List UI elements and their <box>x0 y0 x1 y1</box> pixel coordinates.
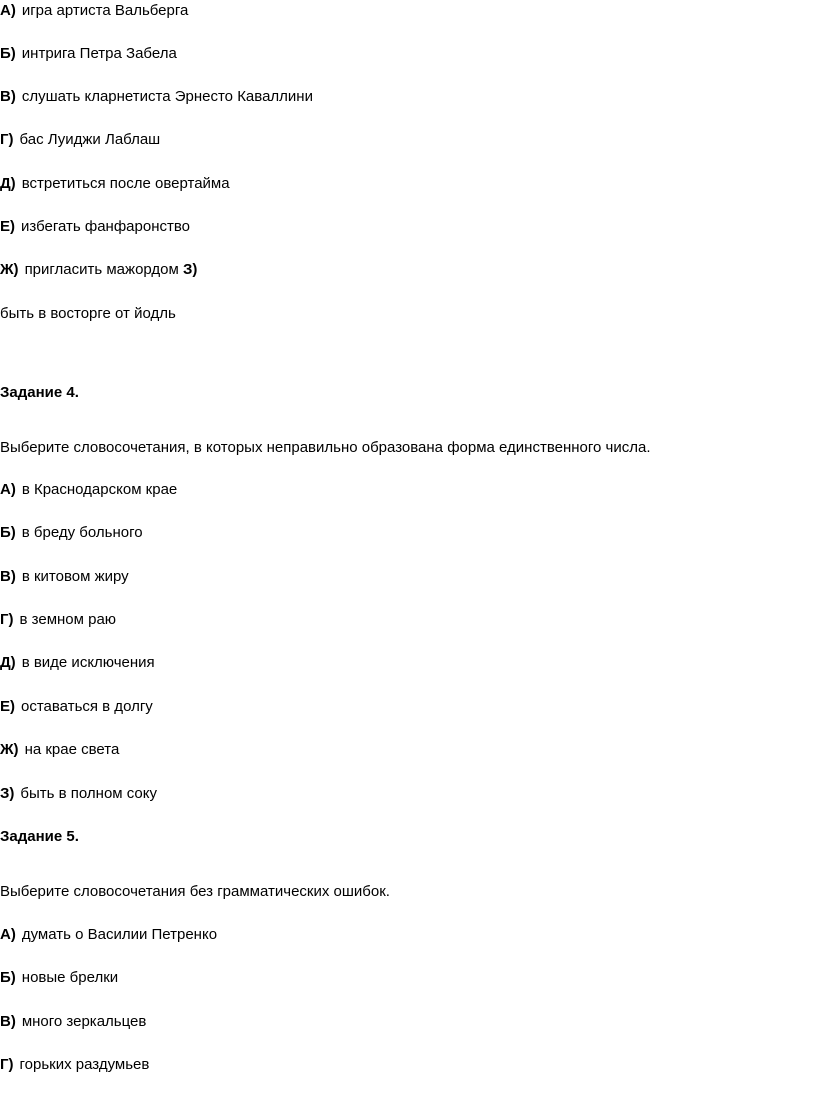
option-text: на крае света <box>24 741 120 758</box>
option-text: в земном раю <box>19 611 117 628</box>
option-text: в виде исключения <box>21 654 155 671</box>
task4-option-z <box>0 784 157 804</box>
option-label: А) <box>0 2 16 19</box>
task3-option-g <box>0 130 160 150</box>
task4-option-zh <box>0 740 119 760</box>
task4-option-b <box>0 523 143 543</box>
option-text: интрига Петра Забела <box>21 45 177 62</box>
option-text: много зеркальцев <box>21 1013 147 1030</box>
option-text: бас Луиджи Лаблаш <box>19 131 161 148</box>
option-text: в китовом жиру <box>21 568 129 585</box>
task4-prompt: Выберите словосочетания, в которых неправильно образована форма единственного числа. <box>0 439 651 456</box>
task4-heading: Задание 4. <box>0 384 79 401</box>
option-label: Е) <box>0 698 15 715</box>
option-text: быть в восторге от йодль <box>0 305 176 322</box>
task5-option-b <box>0 968 118 988</box>
option-label: Б) <box>0 969 16 986</box>
task4-option-e <box>0 697 153 717</box>
option-label: А) <box>0 481 16 498</box>
task3-option-b <box>0 44 177 64</box>
task3-option-zh <box>0 260 197 280</box>
task5-prompt: Выберите словосочетания без грамматических ошибок. <box>0 883 390 900</box>
option-label: В) <box>0 568 16 585</box>
option-text: игра артиста Вальберга <box>21 2 189 19</box>
option-label: Ж) <box>0 261 19 278</box>
task3-option-a <box>0 1 188 21</box>
task5-heading: Задание 5. <box>0 828 79 845</box>
option-label: Г) <box>0 131 14 148</box>
task5-option-v <box>0 1012 146 1032</box>
option-text: новые брелки <box>21 969 119 986</box>
option-label: В) <box>0 88 16 105</box>
option-text: быть в полном соку <box>20 785 158 802</box>
option-text: думать о Василии Петренко <box>21 926 218 943</box>
option-text: слушать кларнетиста Эрнесто Каваллини <box>21 88 313 105</box>
option-label: Е) <box>0 218 15 235</box>
option-label: Ж) <box>0 741 19 758</box>
option-label: Д) <box>0 654 16 671</box>
task5-option-g <box>0 1055 149 1075</box>
option-label: Д) <box>0 175 16 192</box>
option-label: А) <box>0 926 16 943</box>
task4-option-a <box>0 480 177 500</box>
option-text: избегать фанфаронство <box>21 218 190 235</box>
option-text: в бреду больного <box>21 524 143 541</box>
option-label: З) <box>0 785 15 802</box>
task4-option-d <box>0 653 155 673</box>
option-label: Б) <box>0 45 16 62</box>
task4-option-v <box>0 567 129 587</box>
task3-option-d <box>0 174 230 194</box>
option-label-trailing: З) <box>182 261 198 278</box>
task4-option-g <box>0 610 116 630</box>
option-label: Б) <box>0 524 16 541</box>
task3-option-v <box>0 87 313 107</box>
option-label: Г) <box>0 1056 14 1073</box>
option-text: горьких раздумьев <box>19 1056 150 1073</box>
option-text: встретиться после овертайма <box>21 175 230 192</box>
option-text: пригласить мажордом <box>24 261 179 278</box>
task3-option-e <box>0 217 190 237</box>
option-text: оставаться в долгу <box>21 698 153 715</box>
task5-option-a <box>0 925 217 945</box>
option-label: В) <box>0 1013 16 1030</box>
option-text: в Краснодарском крае <box>21 481 178 498</box>
option-label: Г) <box>0 611 14 628</box>
task3-option-z-text <box>0 304 176 324</box>
